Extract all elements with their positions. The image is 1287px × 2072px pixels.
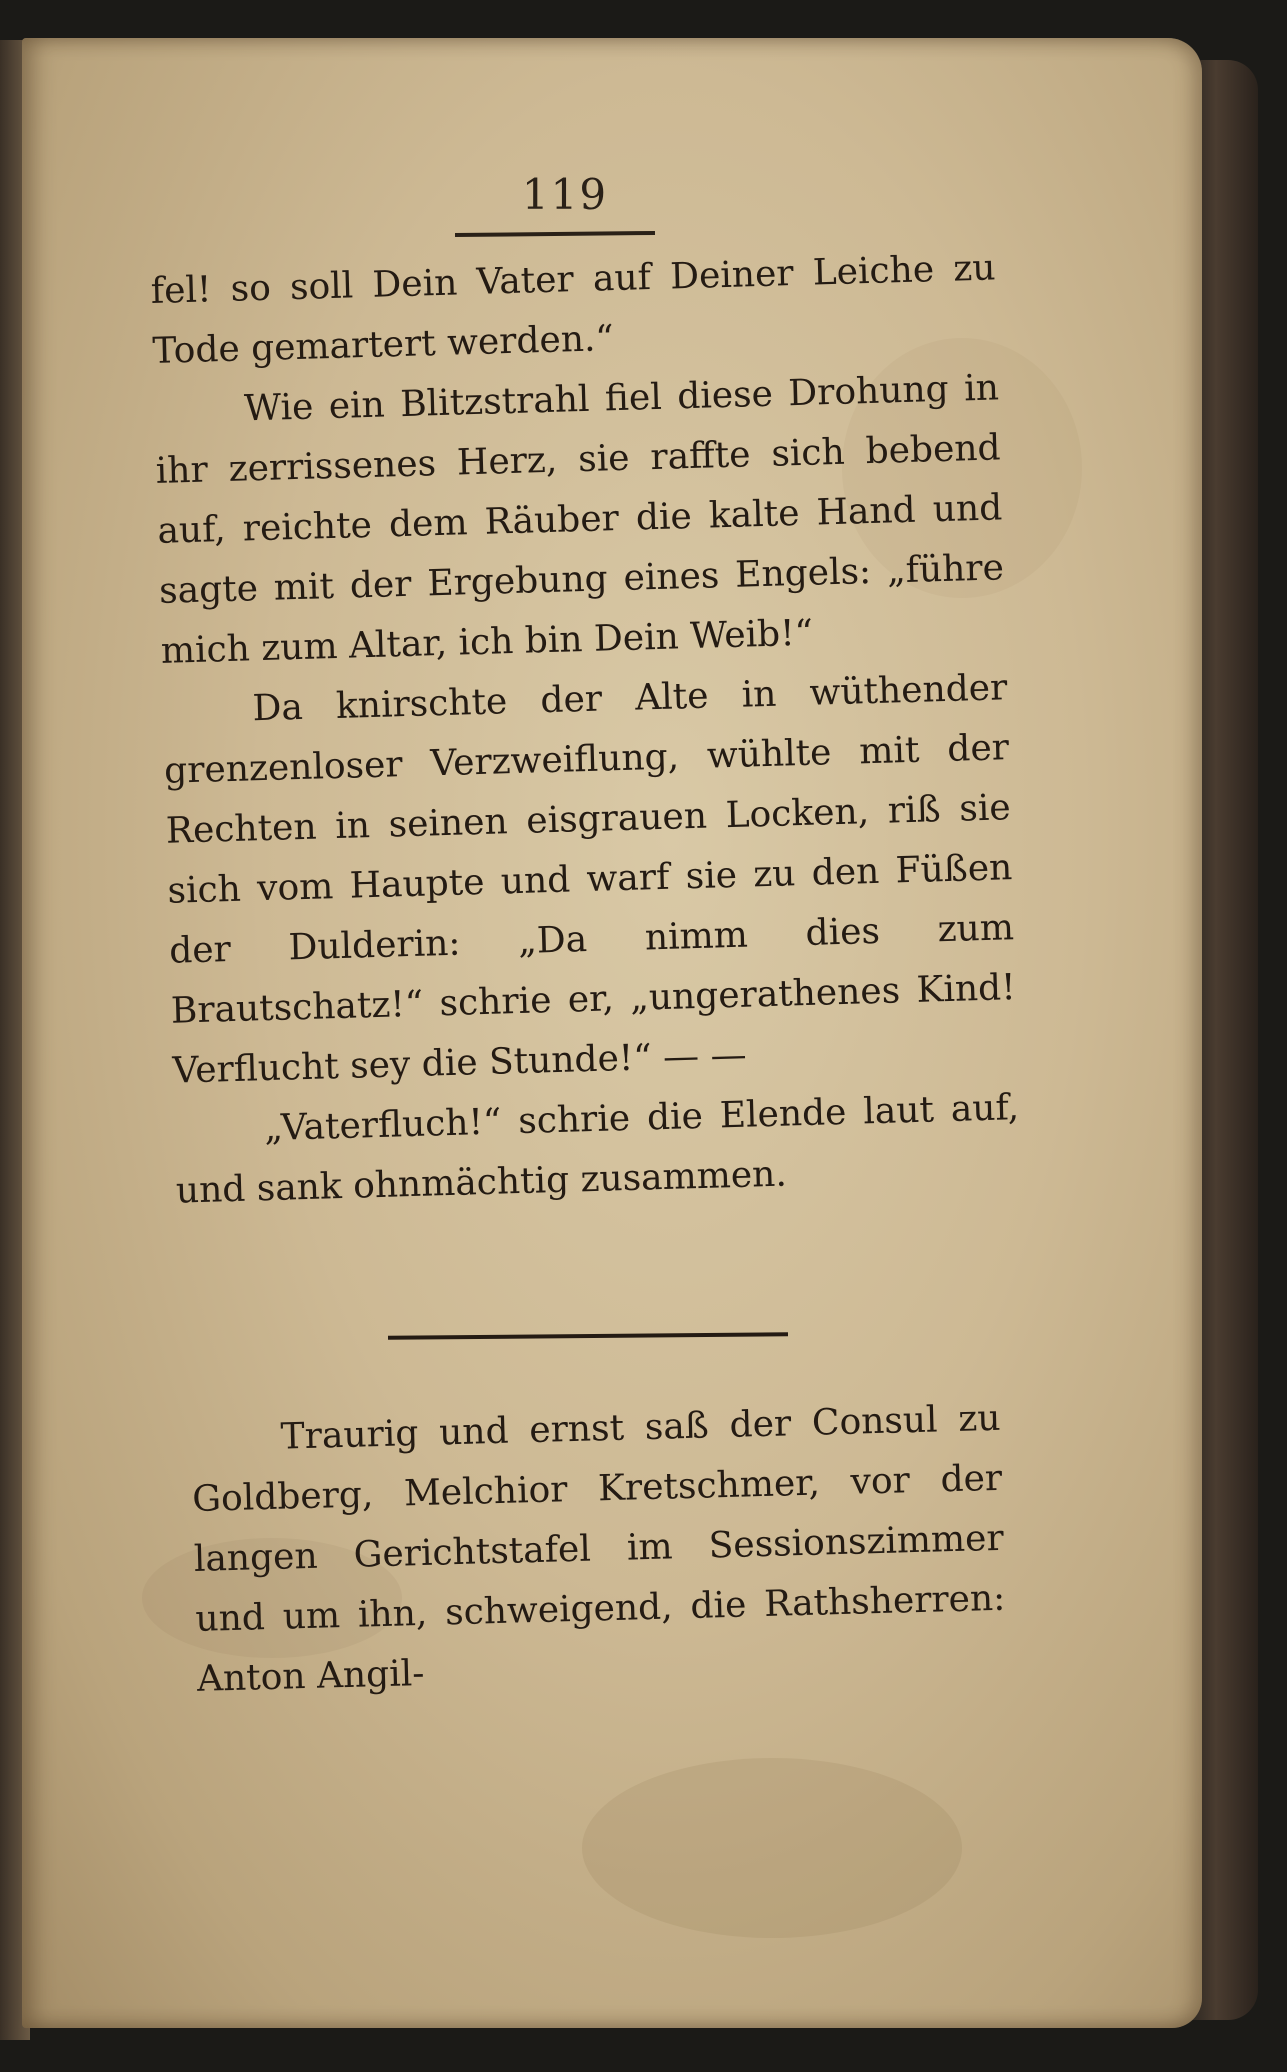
paper-stain — [582, 1758, 962, 1938]
paragraph: Wie ein Blitzstrahl fiel diese Drohung in ihr zerrissenes Herz, sie raffte sich bebend auf, reichte dem Räuber die kalte Hand und sagte mit der Ergebung eines Engels: „führe mich zum Altar, ich bin Dein Weib!“ — [155, 367, 1005, 672]
paragraph: Da knirschte der Alte in wüthender grenzenloser Verzweiflung, wühlte mit der Rechten in seinen eisgrauen Locken, riß sie sich vom Haupte und warf sie zu den Füßen der Dulderin: „Da nimm dies zum Brautschatz!“ schrie er, „ungerathenes Kind! Verflucht sey die Stunde!“ — — — [163, 667, 1017, 1092]
paragraph: „Vaterfluch!“ schrie die Elende laut auf, und sank ohnmächtig zusammen. — [175, 1087, 1020, 1212]
paragraph: Traurig und ernst saß der Consul zu Goldberg, Melchior Kretschmer, vor der langen Gerichtstafel im Sessionszimmer und um ihn, schweigend, die Rathsherren: Anton Angil- — [191, 1397, 1006, 1700]
section-text — [190, 1389, 1008, 1710]
page-number: 119 — [521, 170, 609, 219]
body-text — [150, 238, 1021, 1221]
paragraph: fel! so soll Dein Vater auf Deiner Leiche zu Tode gemartert werden.“ — [150, 247, 997, 372]
